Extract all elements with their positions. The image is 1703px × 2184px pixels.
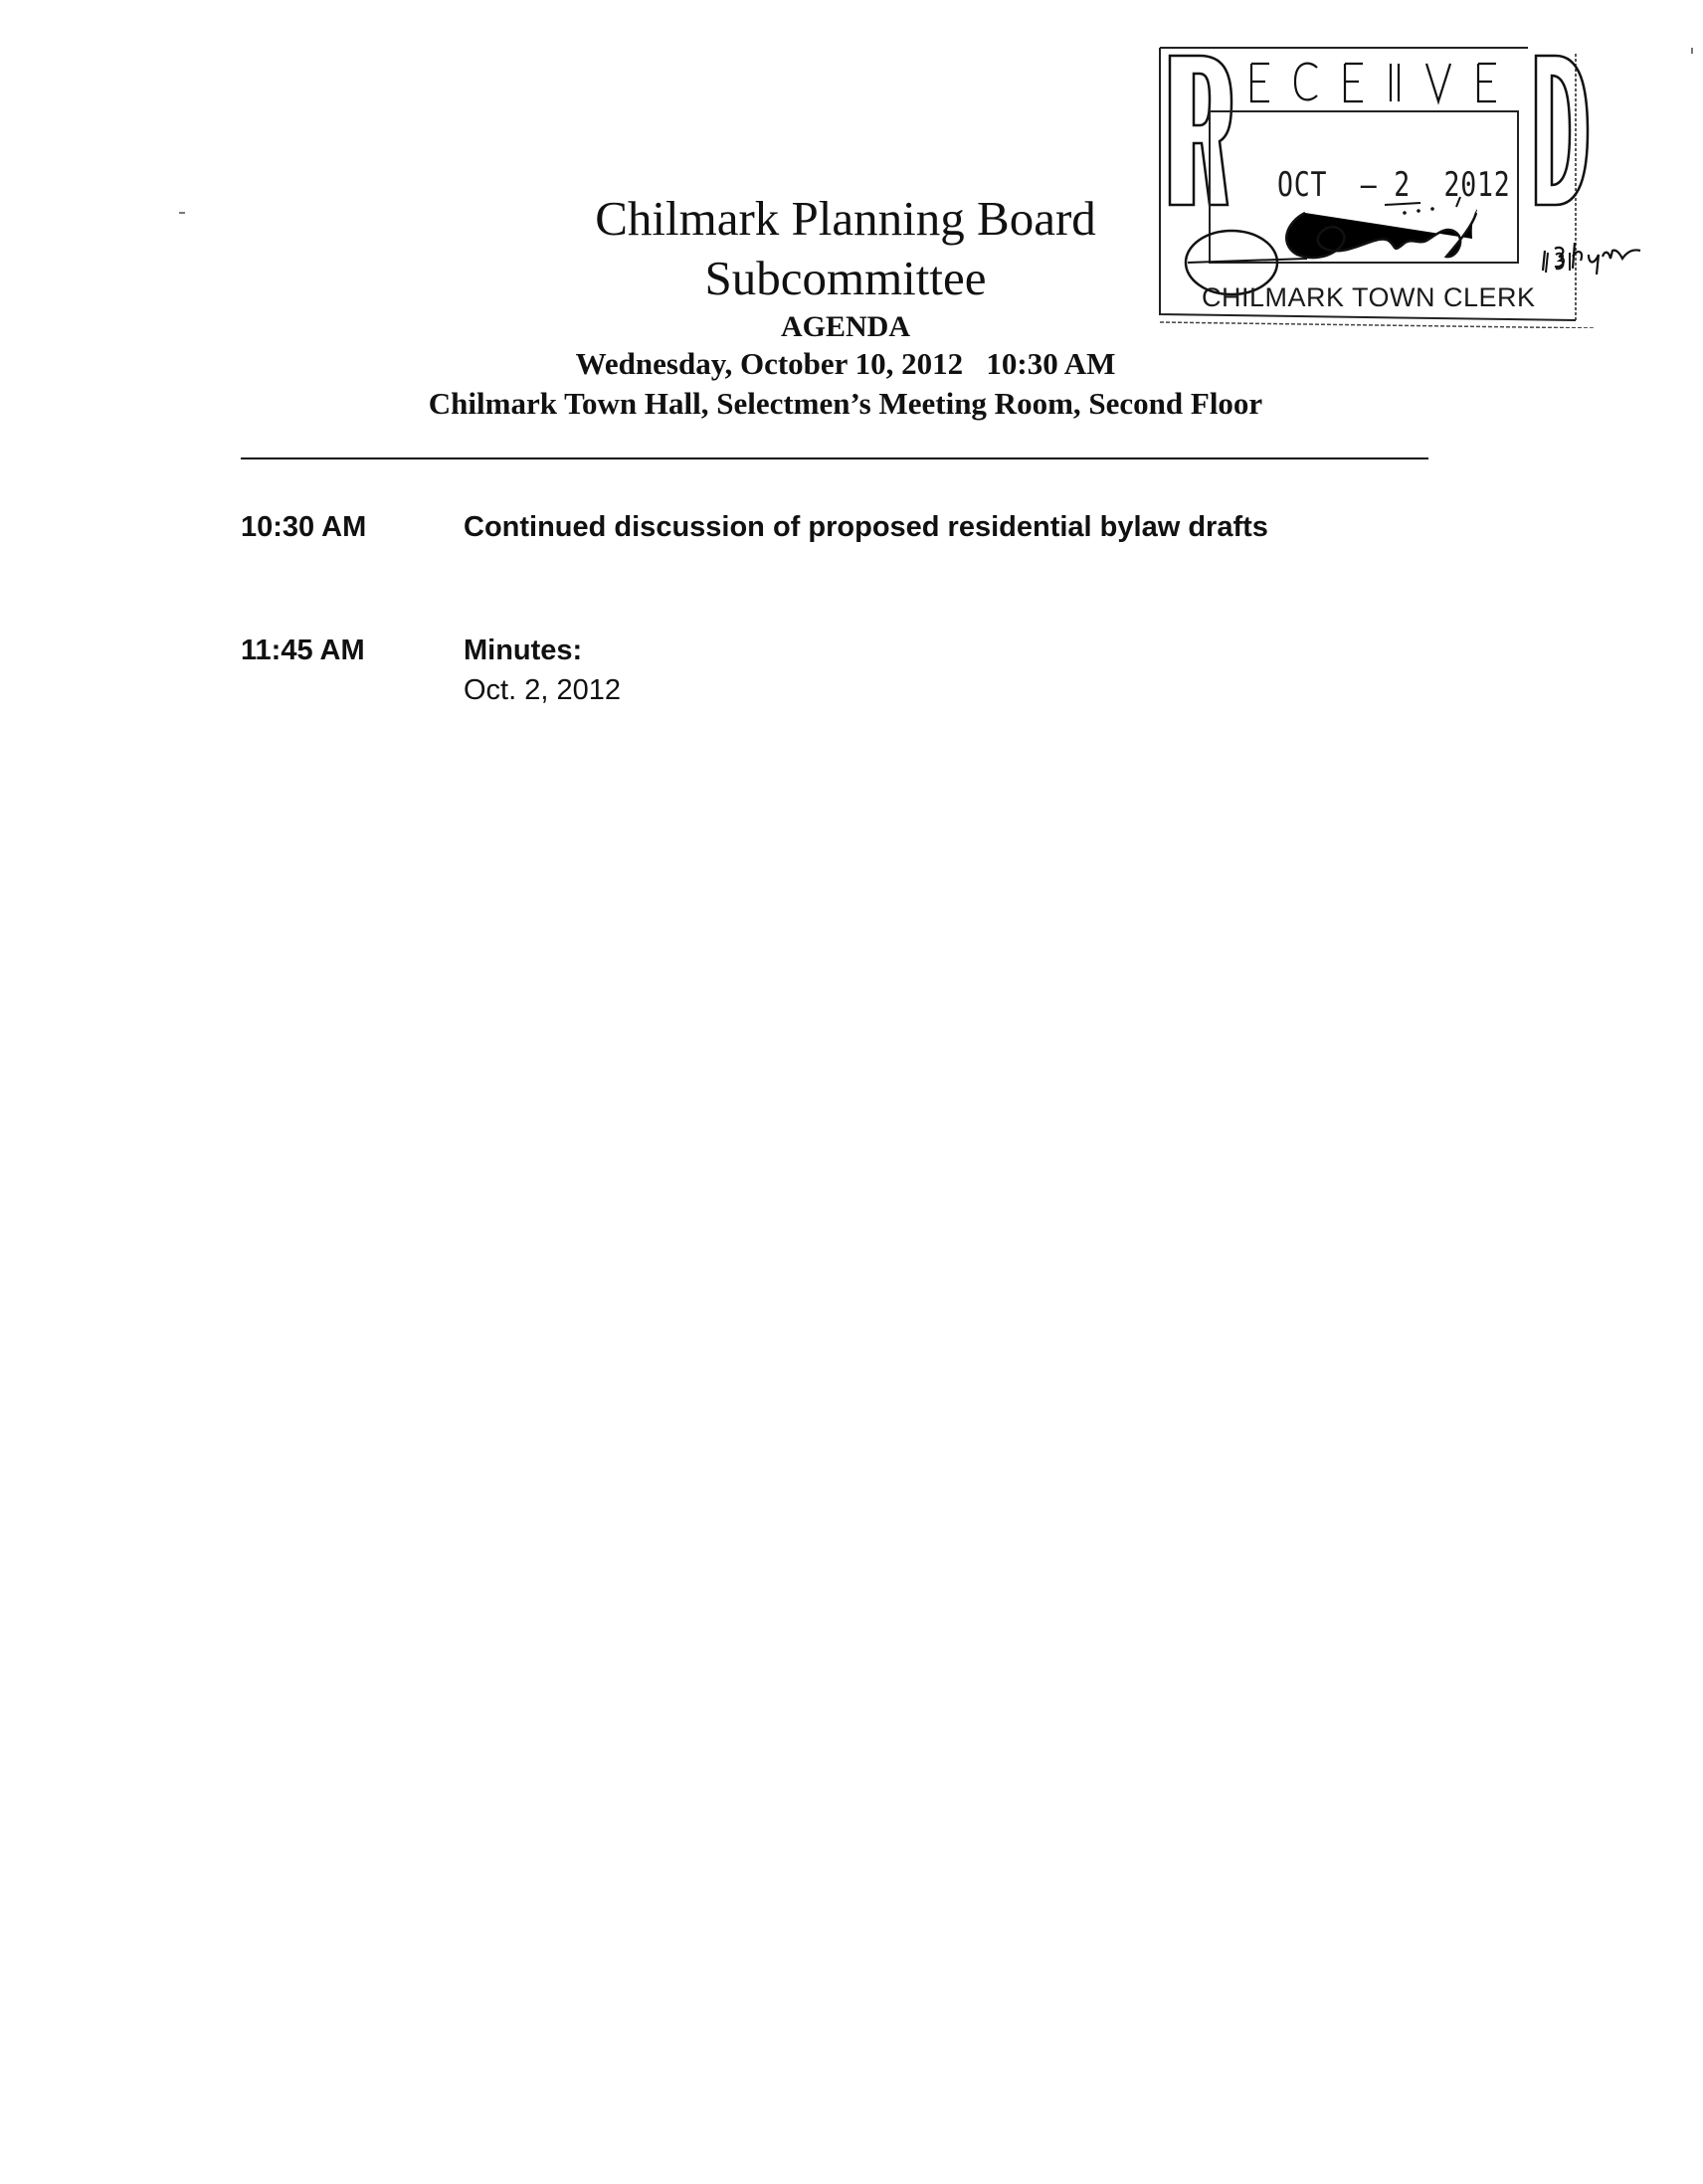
scan-speck	[179, 212, 185, 214]
meeting-location: Chilmark Town Hall, Selectmen’s Meeting Room, Second Floor	[428, 386, 1263, 421]
received-stamp	[1158, 46, 1596, 328]
agenda-time: 10:30 AM	[241, 511, 367, 543]
agenda-item: Minutes:	[464, 635, 583, 666]
scan-speck	[1691, 48, 1693, 54]
stamp-date: OCT – 2 2012	[1277, 165, 1511, 205]
board-subtitle: Subcommittee	[704, 251, 987, 305]
handwritten-time-icon	[1537, 221, 1656, 280]
agenda-item-detail: Oct. 2, 2012	[464, 674, 621, 706]
board-title: Chilmark Planning Board	[595, 191, 1096, 246]
meeting-datetime: Wednesday, October 10, 2012 10:30 AM	[575, 346, 1116, 381]
stamp-office: CHILMARK TOWN CLERK	[1202, 282, 1536, 312]
agenda-time: 11:45 AM	[241, 635, 365, 666]
agenda-label: AGENDA	[780, 310, 910, 343]
agenda-item: Continued discussion of proposed residential bylaw drafts	[464, 511, 1268, 543]
header-divider	[241, 457, 1428, 459]
